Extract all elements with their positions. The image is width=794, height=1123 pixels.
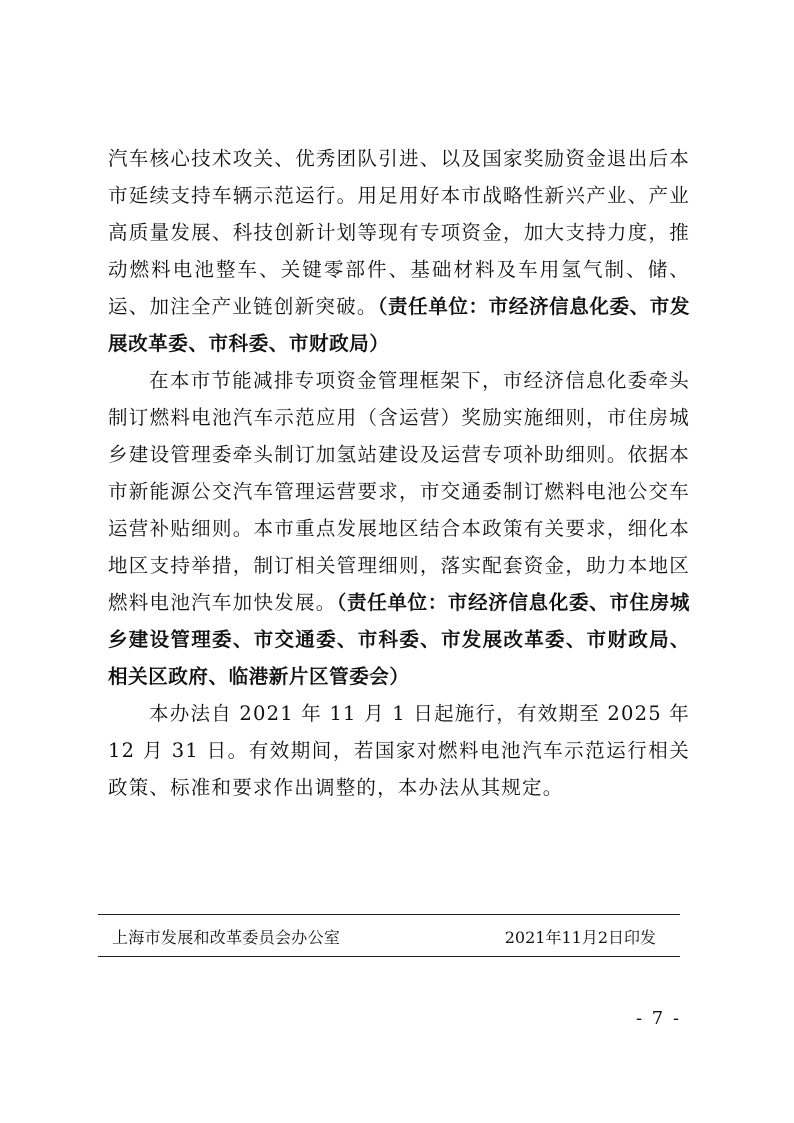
footer-date: 2021年11月2日印发 — [504, 928, 656, 947]
paragraph-2 — [108, 362, 690, 695]
issuance-footer — [98, 914, 680, 957]
paragraph-1 — [108, 140, 690, 362]
paragraph-1-text: 汽车核心技术攻关、优秀团队引进、以及国家奖励资金退出后本市延续支持车辆示范运行。用足用好本市战略性新兴产业、产业高质量发展、科技创新计划等现有专项资金，加大支持力度，推动燃料电池整车、关键零部件、基础材料及车用氢气制、储、运、加注全产业链创新突破。 — [108, 147, 690, 318]
body-text — [108, 140, 690, 806]
paragraph-3 — [108, 695, 690, 806]
page-number: - 7 - — [636, 1008, 682, 1029]
paragraph-1-responsibility: （责任单位：市经济信息化委、市发展改革委、市科委、市财政局） — [108, 295, 690, 355]
paragraph-2-responsibility: （责任单位：市经济信息化委、市住房城乡建设管理委、市交通委、市科委、市发展改革委、市财政局、相关区政府、临港新片区管委会） — [108, 591, 690, 688]
paragraph-2-text: 在本市节能减排专项资金管理框架下，市经济信息化委牵头制订燃料电池汽车示范应用（含运营）奖励实施细则，市住房城乡建设管理委牵头制订加氢站建设及运营专项补助细则。依据本市新能源公交汽车管理运营要求，市交通委制订燃料电池公交车运营补贴细则。本市重点发展地区结合本政策有关要求，细化本地区支持举措，制订相关管理细则，落实配套资金，助力本地区燃料电池汽车加快发展。 — [108, 369, 690, 614]
paragraph-3-text: 本办法自 2021 年 11 月 1 日起施行，有效期至 2025 年 12 月 31 日。有效期间，若国家对燃料电池汽车示范运行相关政策、标准和要求作出调整的，本办法从其规定。 — [108, 702, 690, 799]
footer-issuer: 上海市发展和改革委员会办公室 — [112, 928, 341, 947]
